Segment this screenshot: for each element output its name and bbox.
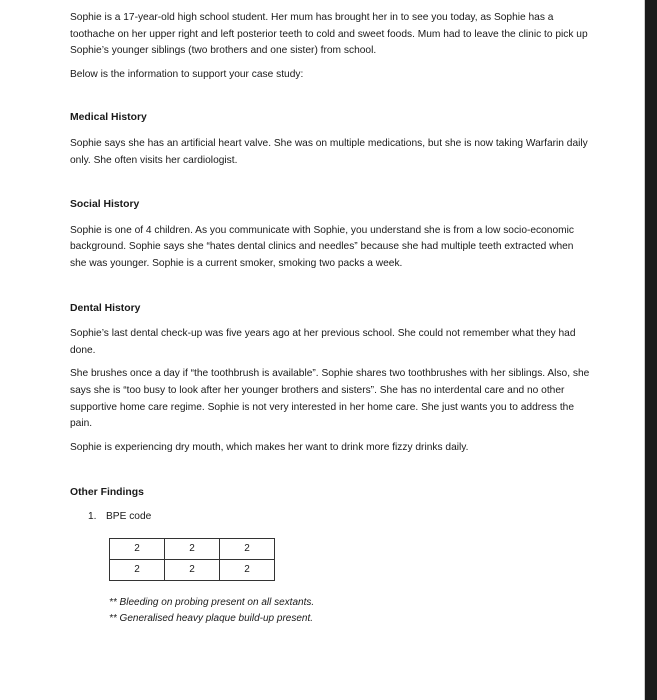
- bpe-cell: 2: [165, 539, 220, 560]
- social-history-text: Sophie is one of 4 children. As you communicate with Sophie, you understand she is from a low socio-economic background. Sophie says she “hates dental clinics and needles” because she had multiple teeth extracted when she was younger. Sophie is a current smoker, smoking two packs a week.: [70, 224, 574, 269]
- dental-history-paragraph-1: Sophie’s last dental check-up was five years ago at her previous school. She could not remember what they had done.: [70, 328, 576, 356]
- dental-history-paragraph-2: She brushes once a day if “the toothbrush is available”. Sophie shares two toothbrushes with her siblings. Also, she says she is “too busy to look after her younger brothers and sisters”. She has no interdental care and no other supportive home care regime. Sophie is not very interested in her home care. She just wants you to address the pain.: [70, 368, 590, 430]
- support-line: Below is the information to support your case study:: [70, 68, 304, 80]
- bpe-code-label: BPE code: [106, 510, 152, 522]
- list-number: 1.: [88, 510, 97, 522]
- medical-history-text: Sophie says she has an artificial heart valve. She was on multiple medications, but she is now taking Warfarin daily only. She often visits her cardiologist.: [70, 137, 588, 166]
- bpe-list-item: [70, 509, 590, 526]
- dental-history-heading: Dental History: [70, 302, 141, 314]
- bpe-table: [109, 538, 275, 581]
- medical-history-heading: Medical History: [70, 112, 147, 124]
- bpe-cell: 2: [220, 560, 275, 581]
- bpe-cell: 2: [220, 539, 275, 560]
- other-findings-heading: Other Findings: [70, 487, 144, 499]
- bpe-cell: 2: [110, 539, 165, 560]
- bpe-cell: 2: [165, 560, 220, 581]
- social-history-heading: Social History: [70, 199, 140, 211]
- bleeding-note: ** Bleeding on probing present on all sextants.: [109, 597, 315, 609]
- bpe-cell: 2: [110, 560, 165, 581]
- plaque-note: ** Generalised heavy plaque build-up present.: [109, 613, 314, 625]
- bpe-row-upper: [110, 539, 275, 560]
- dental-history-paragraph-3: Sophie is experiencing dry mouth, which makes her want to drink more fizzy drinks daily.: [70, 441, 469, 453]
- document-content: [70, 10, 590, 627]
- window-edge-bar: [645, 0, 657, 700]
- bpe-row-lower: [110, 560, 275, 581]
- intro-paragraph: Sophie is a 17-year-old high school student. Her mum has brought her in to see you today, as Sophie has a toothache on her upper right and left posterior teeth to cold and sweet foods. Mum had to leave the clinic to pick up Sophie’s younger siblings (two brothers and one sister) from school.: [70, 12, 588, 57]
